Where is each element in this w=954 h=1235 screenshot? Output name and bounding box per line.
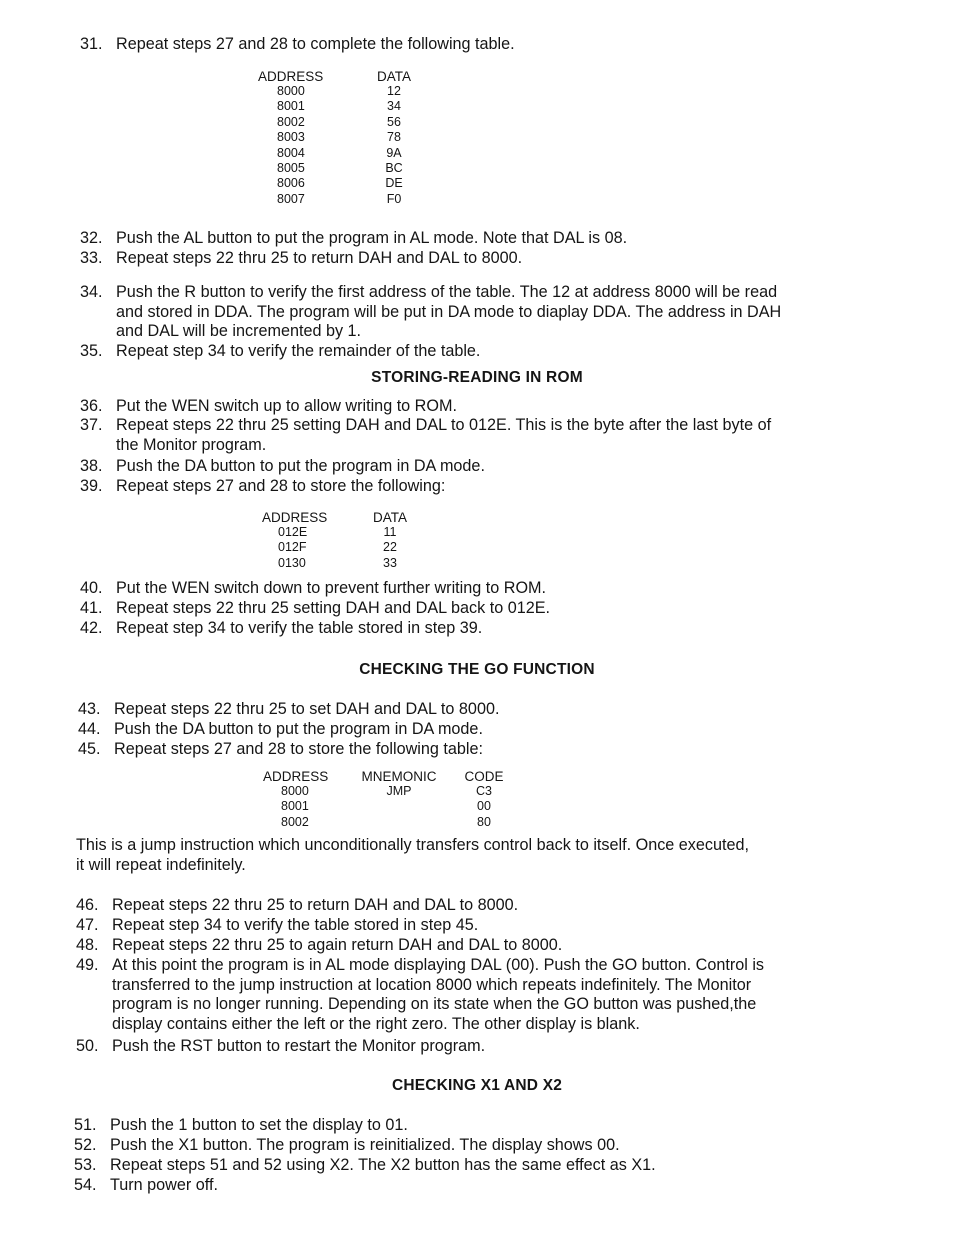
step-text — [116, 416, 771, 455]
column-header-data: DATA — [372, 510, 407, 525]
step-number: 45. — [78, 740, 101, 758]
column-header-mnemonic: MNEMONIC — [361, 769, 437, 784]
step-32 — [80, 229, 627, 249]
step-text: Repeat steps 51 and 52 using X2. The X2 button has the same effect as X1. — [110, 1156, 656, 1174]
data-cell: 11 — [383, 525, 397, 539]
step-text — [116, 283, 781, 342]
step-50 — [76, 1037, 485, 1057]
section-heading-x1-x2: CHECKING X1 AND X2 — [391, 1077, 563, 1094]
table-row — [263, 799, 519, 814]
table-header-row — [262, 510, 418, 525]
data-cell: 9A — [386, 145, 402, 160]
table-row — [258, 161, 420, 176]
column-header-data: DATA — [376, 69, 411, 84]
note-line: This is a jump instruction which unconditionally transfers control back to itself. Once executed, — [76, 836, 749, 854]
step-52 — [74, 1136, 620, 1156]
code-cell: 80 — [477, 814, 491, 829]
step-text: Repeat step 34 to verify the table stored in step 45. — [112, 916, 479, 934]
code-cell: 00 — [477, 799, 491, 814]
step-number: 50. — [76, 1037, 99, 1055]
table-row — [258, 115, 420, 130]
data-cell: DE — [385, 176, 403, 191]
step-40 — [80, 579, 546, 599]
data-cell: 33 — [383, 555, 397, 570]
step-51 — [74, 1116, 408, 1136]
step-number: 31. — [80, 35, 103, 53]
step-number: 40. — [80, 579, 103, 597]
step-number: 34. — [80, 283, 103, 301]
step-number: 52. — [74, 1136, 97, 1154]
step-35 — [80, 342, 480, 362]
address-cell: 8004 — [277, 145, 305, 160]
step-text: Put the WEN switch down to prevent further writing to ROM. — [116, 579, 547, 597]
step-33 — [80, 249, 522, 269]
address-cell: 0130 — [278, 555, 306, 570]
step-number: 47. — [76, 916, 99, 934]
step-text: Push the 1 button to set the display to 01. — [110, 1116, 408, 1134]
step-text: Repeat steps 27 and 28 to complete the following table. — [116, 35, 515, 53]
step-number: 44. — [78, 720, 101, 738]
step-number: 35. — [80, 342, 103, 360]
jump-instruction-table — [263, 769, 519, 830]
step-number: 51. — [74, 1116, 97, 1134]
address-cell: 8005 — [277, 161, 305, 176]
step-text-line: Repeat steps 22 thru 25 setting DAH and DAL to 012E. This is the byte after the last byte of — [116, 416, 772, 434]
data-cell: 78 — [387, 130, 401, 145]
step-text-line: and stored in DDA. The program will be put in DA mode to diaplay DDA. The address in DAH — [116, 302, 782, 321]
data-cell: 56 — [387, 114, 401, 129]
step-54 — [74, 1176, 218, 1196]
step-text-line: display contains either the left or the right zero. The other display is blank. — [112, 1014, 640, 1033]
step-number: 49. — [76, 956, 99, 974]
address-cell: 8006 — [277, 176, 305, 191]
address-cell: 8000 — [281, 784, 309, 798]
step-text: Repeat steps 27 and 28 to store the following table: — [114, 740, 483, 758]
column-header-address: ADDRESS — [262, 510, 328, 525]
table-row — [262, 556, 418, 571]
step-number: 36. — [80, 397, 103, 415]
step-41 — [80, 599, 550, 619]
step-text-line: the Monitor program. — [116, 435, 267, 454]
step-number: 33. — [80, 249, 103, 267]
step-46 — [76, 896, 518, 916]
code-cell: C3 — [476, 784, 492, 798]
table-row — [263, 815, 519, 830]
step-text: Turn power off. — [110, 1176, 218, 1194]
table-row — [262, 540, 418, 555]
step-text: Push the DA button to put the program in DA mode. — [114, 720, 483, 738]
step-45 — [78, 740, 483, 760]
memory-table-2 — [262, 510, 418, 571]
step-37 — [80, 416, 771, 455]
step-text-line: Push the R button to verify the first address of the table. The 12 at address 8000 will be read — [116, 283, 778, 301]
data-cell: F0 — [386, 191, 402, 206]
step-number: 54. — [74, 1176, 97, 1194]
address-cell: 8000 — [277, 84, 305, 98]
mnemonic-cell — [349, 815, 449, 830]
address-cell: 8002 — [281, 814, 309, 829]
step-38 — [80, 457, 485, 477]
data-cell: BC — [385, 161, 403, 176]
address-cell: 8003 — [277, 130, 305, 145]
step-39 — [80, 477, 445, 497]
step-text: Push the DA button to put the program in DA mode. — [116, 457, 485, 475]
step-text: Repeat steps 22 thru 25 to return DAH and DAL to 8000. — [112, 896, 519, 914]
step-number: 46. — [76, 896, 99, 914]
step-47 — [76, 916, 478, 936]
step-text: Repeat steps 22 thru 25 to set DAH and DAL to 8000. — [114, 700, 500, 718]
column-header-address: ADDRESS — [263, 769, 329, 784]
step-number: 48. — [76, 936, 99, 954]
step-number: 32. — [80, 229, 103, 247]
step-43 — [78, 700, 499, 720]
step-text — [112, 956, 764, 1034]
step-36 — [80, 397, 457, 417]
note-line: it will repeat indefinitely. — [76, 855, 246, 874]
address-cell: 012F — [278, 540, 307, 555]
step-53 — [74, 1156, 656, 1176]
step-text: Repeat steps 22 thru 25 setting DAH and DAL back to 012E. — [116, 599, 551, 617]
table-row — [258, 99, 420, 114]
address-cell: 8001 — [277, 99, 305, 114]
step-42 — [80, 619, 482, 639]
step-text: Repeat step 34 to verify the remainder of the table. — [116, 342, 481, 360]
section-heading-go: CHECKING THE GO FUNCTION — [359, 661, 595, 678]
step-number: 53. — [74, 1156, 97, 1174]
step-text: Put the WEN switch up to allow writing to ROM. — [116, 397, 457, 415]
table-row — [263, 784, 519, 799]
jump-note — [76, 836, 749, 875]
table-row — [258, 146, 420, 161]
data-cell: 22 — [383, 540, 397, 555]
step-34 — [80, 283, 781, 342]
step-49 — [76, 956, 764, 1034]
step-text: Push the X1 button. The program is reinitialized. The display shows 00. — [110, 1136, 620, 1154]
step-44 — [78, 720, 483, 740]
address-cell: 8007 — [277, 191, 305, 206]
step-text: Repeat steps 22 thru 25 to return DAH and DAL to 8000. — [116, 249, 523, 267]
step-text-line: At this point the program is in AL mode displaying DAL (00). Push the GO button. Control is — [112, 956, 765, 974]
mnemonic-cell: JMP — [386, 784, 412, 798]
address-cell: 8001 — [281, 799, 309, 814]
step-text: Repeat steps 22 thru 25 to again return DAH and DAL to 8000. — [112, 936, 563, 954]
column-header-code: CODE — [464, 769, 504, 784]
section-heading-rom: STORING-READING IN ROM — [371, 369, 583, 386]
table-row — [258, 130, 420, 145]
step-text: Push the RST button to restart the Monitor program. — [112, 1037, 486, 1055]
address-cell: 8002 — [277, 114, 305, 129]
mnemonic-cell — [349, 799, 449, 814]
data-cell: 34 — [387, 99, 401, 114]
step-text-line: and DAL will be incremented by 1. — [116, 322, 362, 340]
step-text: Repeat steps 27 and 28 to store the following: — [116, 477, 446, 495]
table-header-row — [263, 769, 519, 784]
step-text: Push the AL button to put the program in AL mode. Note that DAL is 08. — [116, 229, 628, 247]
step-number: 41. — [80, 599, 103, 617]
table-row — [258, 176, 420, 191]
table-row — [258, 192, 420, 207]
step-31 — [80, 35, 515, 55]
table-row — [262, 525, 418, 540]
step-text-line: transferred to the jump instruction at location 8000 which repeats indefinitely. The Monitor — [112, 975, 752, 994]
step-number: 38. — [80, 457, 103, 475]
data-cell: 12 — [387, 84, 401, 98]
step-number: 43. — [78, 700, 101, 718]
step-text: Repeat step 34 to verify the table stored in step 39. — [116, 619, 483, 637]
step-48 — [76, 936, 562, 956]
memory-table-1 — [258, 69, 420, 207]
step-number: 39. — [80, 477, 103, 495]
address-cell: 012E — [278, 525, 308, 539]
table-header-row — [258, 69, 420, 84]
step-number: 37. — [80, 416, 103, 434]
column-header-address: ADDRESS — [258, 69, 324, 84]
step-text-line: program is no longer running. Depending on its state when the GO button was pushed,the — [112, 995, 757, 1013]
table-row — [258, 84, 420, 99]
step-number: 42. — [80, 619, 103, 637]
